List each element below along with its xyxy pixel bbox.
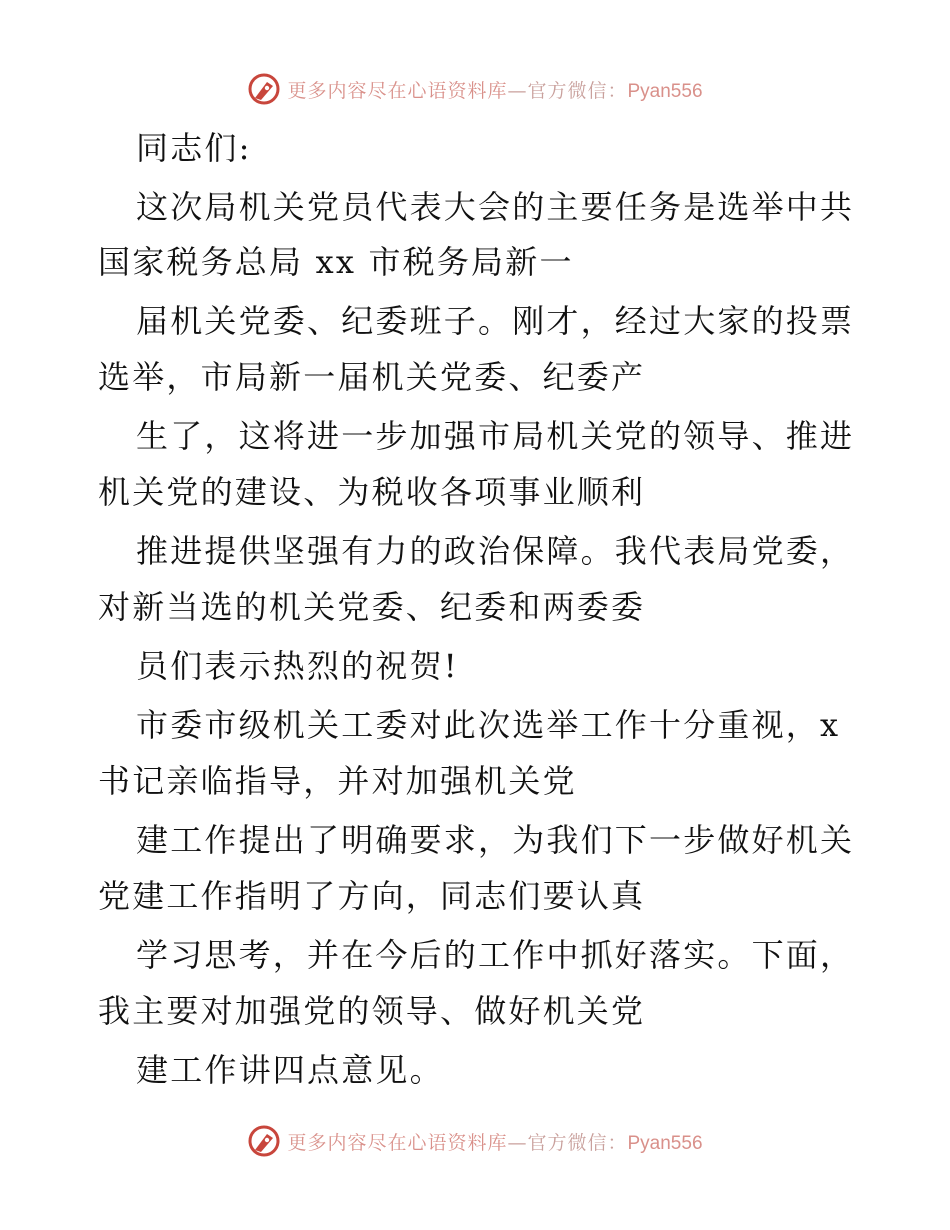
watermark-footer: [0, 1124, 950, 1158]
text-line: 这次局机关党员代表大会的主要任务是选举中共: [136, 188, 855, 226]
text-line: 建工作讲四点意见。: [136, 1051, 444, 1089]
text-line: 对新当选的机关党委、纪委和两委委: [98, 588, 646, 626]
text-line: 党建工作指明了方向，同志们要认真: [98, 877, 646, 915]
salutation: 同志们:: [136, 129, 252, 167]
text-line: 学习思考，并在今后的工作中抓好落实。下面，: [136, 936, 855, 974]
text-line: 国家税务总局 xx 市税务局新一: [98, 243, 574, 281]
text-line: 市委市级机关工委对此次选举工作十分重视，x: [136, 706, 841, 744]
text-line: 书记亲临指导，并对加强机关党: [98, 762, 577, 800]
text-line: 推进提供坚强有力的政治保障。我代表局党委，: [136, 532, 855, 570]
text-line: 选举，市局新一届机关党委、纪委产: [98, 358, 646, 396]
watermark-text: 更多内容尽在心语资料库—官方微信：Pyan556: [287, 79, 703, 102]
text-line: 届机关党委、纪委班子。刚才，经过大家的投票: [136, 302, 855, 340]
text-line: 员们表示热烈的祝贺!: [136, 647, 459, 685]
text-line: 生了，这将进一步加强市局机关党的领导、推进: [136, 417, 855, 455]
pen-nib-logo-icon: [247, 1124, 281, 1158]
text-line: 我主要对加强党的领导、做好机关党: [98, 992, 646, 1030]
text-line: 建工作提出了明确要求，为我们下一步做好机关: [136, 821, 855, 859]
text-line: 机关党的建设、为税收各项事业顺利: [98, 473, 646, 511]
watermark-header: [0, 72, 950, 106]
watermark-text: 更多内容尽在心语资料库—官方微信：Pyan556: [287, 1131, 703, 1154]
pen-nib-logo-icon: [247, 72, 281, 106]
